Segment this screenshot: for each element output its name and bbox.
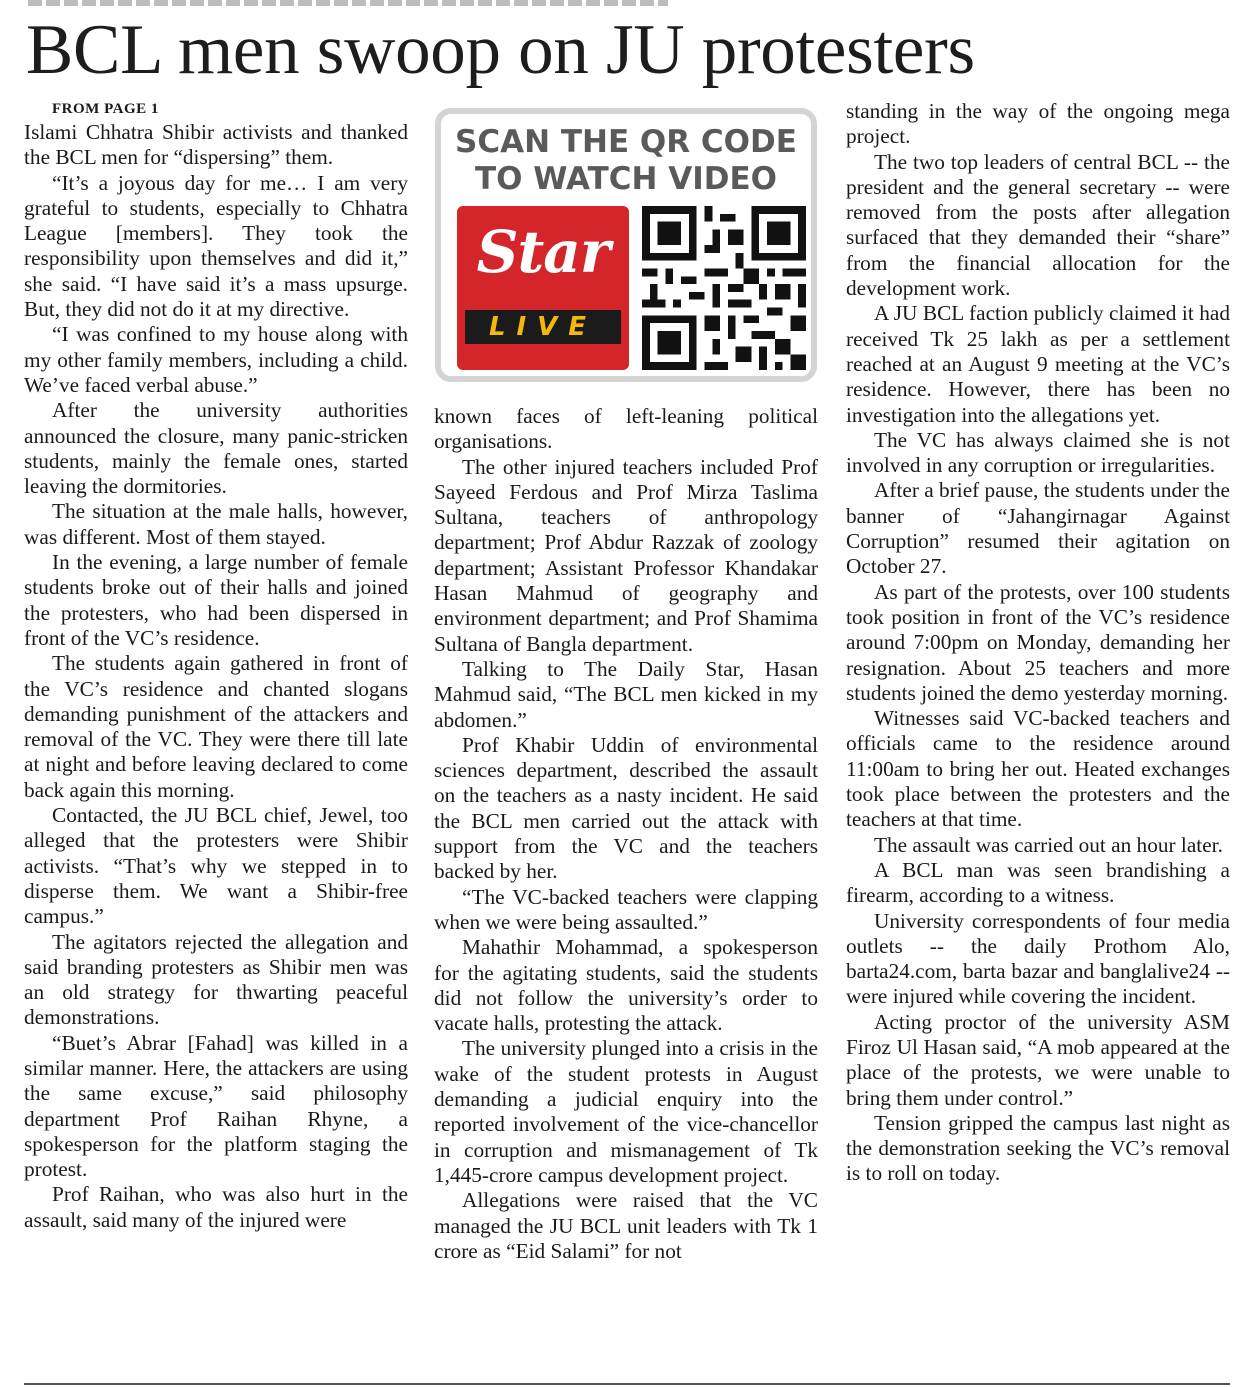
paragraph: University correspondents of four media outlets -- the daily Prothom Alo, barta24.com, barta bazar and banglalive24 -- were injured while covering the incident. xyxy=(846,908,1230,1009)
paragraph: Witnesses said VC-backed teachers and officials came to the residence around 11:00am to bring her out. Heated exchanges took place between the protesters and the teachers at that time. xyxy=(846,706,1230,832)
qr-title-line-1: SCAN THE QR CODE xyxy=(455,124,797,160)
qr-video-promo[interactable] xyxy=(435,108,817,382)
star-logo-word: Star xyxy=(476,218,610,286)
paragraph: Mahathir Mohammad, a spokesperson for the agitating students, said the students did not follow the university’s order to vacate halls, protesting the attack. xyxy=(434,935,818,1036)
paragraph: standing in the way of the ongoing mega project. xyxy=(846,99,1230,149)
paragraph: “The VC-backed teachers were clapping when we were being assaulted.” xyxy=(434,884,818,934)
qr-title-line-2: TO WATCH VIDEO xyxy=(474,161,778,197)
paragraph: In the evening, a large number of female students broke out of their halls and joined the protesters, who had been dispersed in front of the VC’s residence. xyxy=(24,550,408,650)
paragraph: Contacted, the JU BCL chief, Jewel, too alleged that the protesters were Shibir activists. “That’s why we stepped in to disperse them. We want a Shibir-free campus.” xyxy=(24,803,408,929)
paragraph: After a brief pause, the students under the banner of “Jahangirnagar Against Corruption” resumed their agitation on October 27. xyxy=(846,478,1231,579)
article-column-3 xyxy=(846,99,1230,1187)
paragraph: Prof Raihan, who was also hurt in the assault, said many of the injured were xyxy=(24,1182,408,1232)
paragraph: Talking to The Daily Star, Hasan Mahmud said, “The BCL men kicked in my abdomen.” xyxy=(434,656,818,732)
paragraph: The other injured teachers included Prof Sayeed Ferdous and Prof Mirza Taslima Sultana, teachers of anthropology department; Prof Abdur Razzak of zoology department; Assistant Professor Khandakar Hasan Mahmud of geography and environment department; and Prof Shamima Sultana of Bangla department. xyxy=(434,454,818,656)
paragraph: The students again gathered in front of the VC’s residence and chanted slogans demanding punishment of the attackers and removal of the VC. They were there till late at night and before leaving declared to come back again this morning. xyxy=(24,651,408,802)
article-column-1 xyxy=(24,98,408,1233)
paragraph: “Buet’s Abrar [Fahad] was killed in a similar manner. Here, the attackers are using the same excuse,” said philosophy department Prof Raihan Rhyne, a spokesperson for the platform staging the protest. xyxy=(24,1030,408,1182)
paragraph: Allegations were raised that the VC managed the JU BCL unit leaders with Tk 1 crore as “Eid Salami” for not xyxy=(434,1188,818,1263)
paragraph: The agitators rejected the allegation and said branding protesters as Shibir men was an old strategy for thwarting peaceful demonstrations. xyxy=(24,929,408,1030)
paragraph: The situation at the male halls, however, was different. Most of them stayed. xyxy=(24,499,408,549)
headline: BCL men swoop on JU protesters xyxy=(26,11,975,89)
paragraph: The VC has always claimed she is not involved in any corruption or irregularities. xyxy=(846,427,1230,478)
paragraph: known faces of left-leaning political organisations. xyxy=(434,404,818,454)
bottom-rule xyxy=(24,1383,1230,1385)
qr-code-icon[interactable] xyxy=(641,206,807,370)
live-bar xyxy=(465,310,621,344)
paragraph: Islami Chhatra Shibir activists and thanked the BCL men for “dispersing” them. xyxy=(24,120,408,170)
article-column-2 xyxy=(434,404,818,1264)
from-page-label: FROM PAGE 1 xyxy=(52,101,159,117)
paragraph: “It’s a joyous day for me… I am very grateful to students, especially to Chhatra League [members]. They took the responsibility upon themselves and did it,” she said. “I have said it’s a mass upsurge. But, they did not do it at my directive. xyxy=(24,170,408,322)
star-live-logo xyxy=(457,206,629,370)
paragraph: The two top leaders of central BCL -- the president and the general secretary -- were removed from the posts after allegation surfaced that they demanded their “share” from the financial allocation for the development work. xyxy=(846,149,1230,301)
paragraph: The university plunged into a crisis in the wake of the student protests in August demanding a judicial enquiry into the reported involvement of the vice-chancellor in corruption and mismanagement of Tk 1,445-crore campus development project. xyxy=(434,1036,818,1187)
paragraph: Prof Khabir Uddin of environmental sciences department, described the assault on the teachers as a nasty incident. He said the BCL men carried out the attack with support from the VC and the teachers backed by her. xyxy=(434,732,818,884)
top-decorative-band xyxy=(28,0,668,6)
paragraph: As part of the protests, over 100 students took position in front of the VC’s residence around 7:00pm on Monday, demanding her resignation. About 25 teachers and more students joined the demo yesterday morning. xyxy=(846,579,1230,705)
live-label: LIVE xyxy=(488,312,598,342)
paragraph: Acting proctor of the university ASM Firoz Ul Hasan said, “A mob appeared at the place of the protests, we were unable to bring them under control.” xyxy=(846,1009,1230,1110)
paragraph: A JU BCL faction publicly claimed it had received Tk 25 lakh as per a settlement reached at an August 9 meeting at the VC’s residence. However, there has been no investigation into the allegations yet. xyxy=(846,301,1230,427)
paragraph: “I was confined to my house along with my other family members, including a child. We’ve faced verbal abuse.” xyxy=(24,322,408,397)
qr-title xyxy=(441,124,811,198)
paragraph: The assault was carried out an hour later. xyxy=(874,832,1223,857)
paragraph: After the university authorities announced the closure, many panic-stricken students, mainly the female ones, started leaving the dormitories. xyxy=(24,398,408,499)
paragraph: Tension gripped the campus last night as the demonstration seeking the VC’s removal is to roll on today. xyxy=(846,1110,1230,1186)
paragraph: A BCL man was seen brandishing a firearm, according to a witness. xyxy=(846,857,1230,908)
